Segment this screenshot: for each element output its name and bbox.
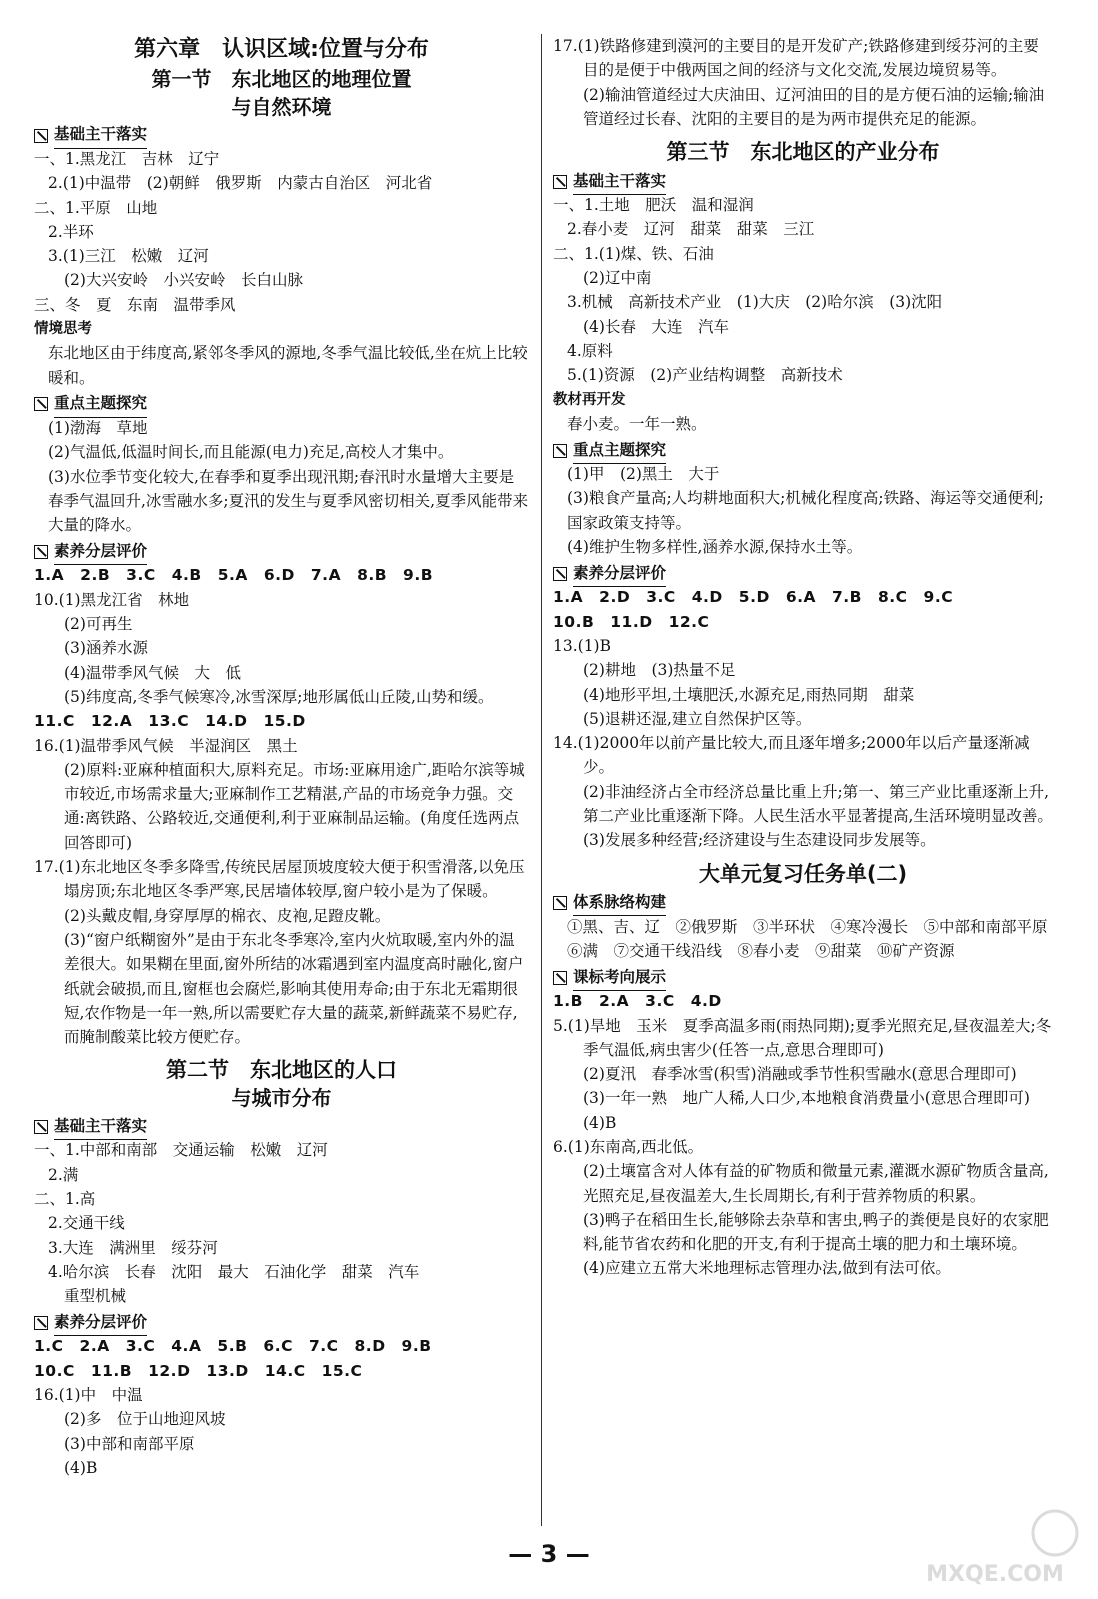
pencil-box-icon xyxy=(553,567,567,581)
answer-line: 一、1.土地 肥沃 温和湿润 xyxy=(553,196,754,215)
answer-line: (4)地形平坦,土壤肥沃,水源充足,雨热同期 甜菜 xyxy=(583,685,915,704)
answer-line: 6.(1)东南高,西北低。 xyxy=(553,1137,704,1156)
section3-title: 第三节 东北地区的产业分布 xyxy=(666,140,940,165)
answer-line: (1)渤海 草地 xyxy=(48,418,148,437)
answer-line: 5.(1)资源 (2)产业结构调整 高新技术 xyxy=(567,366,843,385)
answer-line: (1)甲 (2)黑土 大于 xyxy=(567,465,720,484)
answer-paragraph: 17.(1)铁路修建到漠河的主要目的是开发矿产;铁路修建到绥芬河的主要目的是便于中俄两国之间的经济与文化交流,发展边境贸易等。 xyxy=(553,37,1039,80)
answer-paragraph: (5)纬度高,冬季气候寒冷,冰雪深厚;地形属低山丘陵,山势和缓。 xyxy=(64,687,494,706)
answer-line: 3.(1)三江 松嫩 辽河 xyxy=(48,247,209,266)
answer-line: 4.原料 xyxy=(567,341,613,360)
answer-line: (4)温带季风气候 大 低 xyxy=(64,663,241,682)
answer-paragraph: (2)非油经济占全市经济总量比重上升;第一、第三产业比重逐渐上升,第二产业比重逐渐下降。人民生活水平显著提高,生活环境明显改善。 xyxy=(583,782,1053,826)
answer-line: (3)中部和南部平原 xyxy=(64,1434,195,1453)
s1-key-heading: 重点主题探究 xyxy=(34,393,529,416)
section1-title-line1: 第一节 东北地区的地理位置 xyxy=(151,67,412,91)
answer-line: 16.(1)温带季风气候 半湿润区 黑土 xyxy=(34,736,298,755)
answer-line: 2.(1)中温带 (2)朝鲜 俄罗斯 内蒙古自治区 河北省 xyxy=(48,174,433,193)
answer-line: (2)辽中南 xyxy=(583,269,652,288)
pencil-box-icon xyxy=(553,175,567,189)
answer-line: 三、冬 夏 东南 温带季风 xyxy=(34,295,236,314)
answer-line: (2)可再生 xyxy=(64,615,133,634)
chapter-title: 第六章 认识区域:位置与分布 xyxy=(134,37,429,62)
section2-title-line1: 第二节 东北地区的人口 xyxy=(166,1058,397,1083)
answer-line: (2)大兴安岭 小兴安岭 长白山脉 xyxy=(64,271,303,290)
answer-line: (2)头戴皮帽,身穿厚厚的棉衣、皮袍,足蹬皮靴。 xyxy=(64,906,391,925)
answer-paragraph: 东北地区由于纬度高,紧邻冬季风的源地,冬季气温比较低,坐在炕上比较暖和。 xyxy=(48,344,528,387)
answer-line: (4)维护生物多样性,涵养水源,保持水土等。 xyxy=(567,538,863,557)
pencil-box-icon xyxy=(34,1316,48,1330)
answer-paragraph: (3)鸭子在稻田生长,能够除去杂草和害虫,鸭子的粪便是良好的农家肥料,能节省农药和化肥的开支,有利于提高土壤的肥力和土壤环境。 xyxy=(583,1210,1049,1254)
pencil-box-icon xyxy=(34,1120,48,1134)
choice-answers: 11.C 12.A 13.C 14.D 15.D xyxy=(34,712,306,731)
pencil-box-icon xyxy=(553,896,567,910)
answer-line: 2.半环 xyxy=(48,222,94,241)
answer-line: 3.大连 满洲里 绥芬河 xyxy=(48,1238,218,1257)
unit-review-title: 大单元复习任务单(二) xyxy=(698,861,908,886)
choice-answers: 1.C 2.A 3.C 4.A 5.B 6.C 7.C 8.D 9.B xyxy=(34,1337,432,1356)
answer-line: 一、1.中部和南部 交通运输 松嫩 辽河 xyxy=(34,1141,328,1160)
answer-line: (4)B xyxy=(64,1458,98,1477)
answer-paragraph: (2)土壤富含对人体有益的矿物质和微量元素,灌溉水源矿物质含量高,光照充足,昼夜温差大,生长周期长,有利于营养物质的积累。 xyxy=(583,1162,1049,1205)
answer-paragraph: 17.(1)东北地区冬季多降雪,传统民居屋顶坡度较大便于积雪滑落,以免压塌房顶;东北地区冬季严寒,民居墙体较厚,窗户较小是为了保暖。 xyxy=(34,858,525,901)
answer-line: 二、1.平原 山地 xyxy=(34,198,158,217)
s3-basic-heading: 基础主干落实 xyxy=(553,170,1053,193)
pencil-box-icon xyxy=(34,545,48,559)
answer-paragraph: 5.(1)旱地 玉米 夏季高温多雨(雨热同期);夏季光照充足,昼夜温差大;冬季气温低,病虫害少(任答一点,意思合理即可) xyxy=(553,1016,1052,1059)
pencil-box-icon xyxy=(34,397,48,411)
left-column xyxy=(34,34,529,1480)
s1-situation-heading: 情境思考 xyxy=(34,321,92,338)
watermark-logo xyxy=(905,1505,1085,1590)
answer-line: 一、1.黑龙江 吉林 辽宁 xyxy=(34,150,220,168)
page-number: — 3 — xyxy=(508,1540,590,1568)
unit-framework-heading: 体系脉络构建 xyxy=(553,892,1053,915)
s3-key-heading: 重点主题探究 xyxy=(553,439,1053,462)
answer-line: 4.哈尔滨 长春 沈阳 最大 石油化学 甜菜 汽车 xyxy=(48,1262,420,1281)
answer-line: 3.机械 高新技术产业 (1)大庆 (2)哈尔滨 (3)沈阳 xyxy=(567,293,943,312)
answer-line: (3)涵养水源 xyxy=(64,639,148,658)
unit-standards-heading: 课标考向展示 xyxy=(553,966,1053,989)
answer-line: 10.(1)黑龙江省 林地 xyxy=(34,590,190,609)
answer-line: (4)应建立五常大米地理标志管理办法,做到有法可依。 xyxy=(583,1259,951,1278)
choice-answers: 10.C 11.B 12.D 13.D 14.C 15.C xyxy=(34,1361,363,1380)
answer-paragraph: (2)夏汛 春季冰雪(积雪)消融或季节性积雪融水(意思合理即可) xyxy=(583,1065,1017,1084)
pencil-box-icon xyxy=(553,444,567,458)
pencil-box-icon xyxy=(34,129,48,143)
s2-eval-heading: 素养分层评价 xyxy=(34,1311,529,1334)
answer-paragraph: 14.(1)2000年以前产量比较大,而且逐年增多;2000年以后产量逐渐减少。 xyxy=(553,734,1030,777)
s3-eval-heading: 素养分层评价 xyxy=(553,562,1053,585)
right-column xyxy=(553,34,1064,1281)
s2-basic-heading: 基础主干落实 xyxy=(34,1115,529,1138)
choice-answers: 10.B 11.D 12.C xyxy=(553,612,710,631)
answer-paragraph: ①黑、吉、辽 ②俄罗斯 ③半环状 ④寒冷漫长 ⑤中部和南部平原 ⑥满 ⑦交通干线沿线 ⑧春小麦 ⑨甜菜 ⑩矿产资源 xyxy=(567,917,1064,960)
s3-textbook-heading: 教材再开发 xyxy=(553,391,626,408)
answer-paragraph: (3)一年一熟 地广人稀,人口少,本地粮食消费量小(意思合理即可) xyxy=(583,1089,1030,1108)
answer-line: 重型机械 xyxy=(64,1287,127,1306)
svg-text:MXQE.COM: MXQE.COM xyxy=(926,1562,1064,1587)
s1-basic-heading: 基础主干落实 xyxy=(34,124,529,147)
section1-title-line2: 与自然环境 xyxy=(231,95,332,119)
s1-eval-heading: 素养分层评价 xyxy=(34,540,529,563)
answer-line: 13.(1)B xyxy=(553,636,611,655)
answer-line: (2)多 位于山地迎风坡 xyxy=(64,1410,226,1429)
answer-line: (4)长春 大连 汽车 xyxy=(583,317,729,336)
answer-paragraph: (3)粮食产量高;人均耕地面积大;机械化程度高;铁路、海运等交通便利;国家政策支持等。 xyxy=(567,489,1044,532)
choice-answers: 1.A 2.D 3.C 4.D 5.D 6.A 7.B 8.C 9.C xyxy=(553,588,954,607)
answer-line: 二、1.(1)煤、铁、石油 xyxy=(553,244,714,263)
answer-line: (2)耕地 (3)热量不足 xyxy=(583,661,736,680)
answer-paragraph: (3)水位季节变化较大,在春季和夏季出现汛期;春汛时水量增大主要是春季气温回升,冰雪融水多;夏汛的发生与夏季风密切相关,夏季风能带来大量的降水。 xyxy=(48,467,529,535)
answer-line: (5)退耕还湿,建立自然保护区等。 xyxy=(583,709,812,728)
answer-line: 二、1.高 xyxy=(34,1189,96,1208)
answer-paragraph: (2)原料:亚麻种植面积大,原料充足。市场:亚麻用途广,距哈尔滨等城市较近,市场需求量大;亚麻制作工艺精湛,产品的市场竞争力强。交通:离铁路、公路较近,交通便利,利于亚麻制品运输。(角度任选两点回答即可) xyxy=(64,760,525,852)
answer-line: (2)气温低,低温时间长,而且能源(电力)充足,高校人才集中。 xyxy=(48,443,454,462)
answer-paragraph: (2)输油管道经过大庆油田、辽河油田的目的是方便石油的运输;输油管道经过长春、沈阳的主要目的是为两市提供充足的能源。 xyxy=(583,85,1045,128)
section2-title-line2: 与城市分布 xyxy=(231,1086,332,1111)
choice-answers: 1.B 2.A 3.C 4.D xyxy=(553,992,722,1011)
answer-line: (4)B xyxy=(583,1113,617,1132)
choice-answers: 1.A 2.B 3.C 4.B 5.A 6.D 7.A 8.B 9.B xyxy=(34,566,434,585)
answer-line: 2.春小麦 辽河 甜菜 甜菜 三江 xyxy=(567,220,815,239)
column-divider xyxy=(541,34,542,1526)
pencil-box-icon xyxy=(553,971,567,985)
answer-paragraph: (3)“窗户纸糊窗外”是由于东北冬季寒冷,室内火炕取暖,室内外的温差很大。如果糊在里面,窗外所结的冰霜遇到室内温度高时融化,窗户纸就会破损,而且,窗框也会腐烂,影响其使用寿命;由于东北无霜期很短,农作物是一年一熟,所以需要贮存大量的蔬菜,新鲜蔬菜不易贮存,而腌制酸菜比较方便贮存。 xyxy=(64,930,524,1047)
answer-line: 春小麦。一年一熟。 xyxy=(567,414,707,433)
answer-line: 2.交通干线 xyxy=(48,1214,125,1233)
answer-line: 2.满 xyxy=(48,1165,79,1184)
answer-line: (3)发展多种经营;经济建设与生态建设同步发展等。 xyxy=(583,831,936,850)
answer-line: 16.(1)中 中温 xyxy=(34,1386,143,1405)
